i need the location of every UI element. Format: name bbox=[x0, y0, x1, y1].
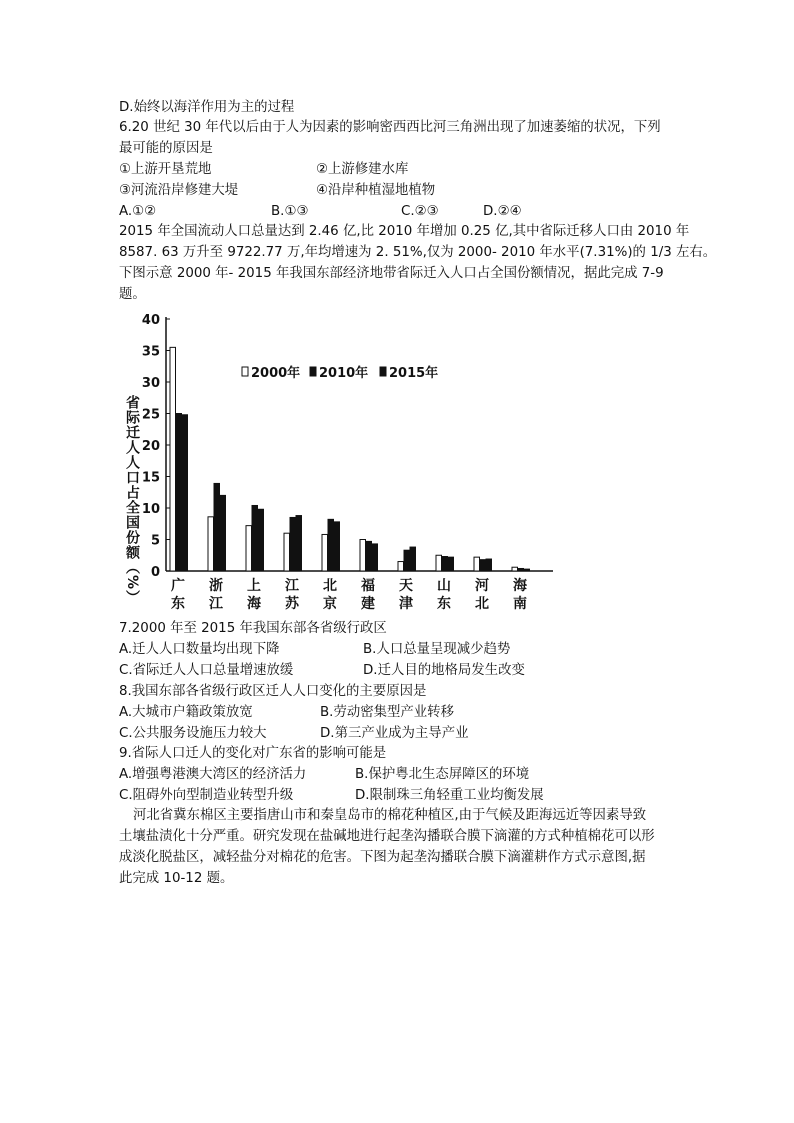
q6-stem-line-2: 最可能的原因是 bbox=[119, 141, 213, 156]
y-tick-label: 5 bbox=[150, 533, 160, 549]
bar-2-8 bbox=[486, 559, 492, 571]
bar-0-0 bbox=[170, 347, 176, 571]
bar-1-2 bbox=[252, 505, 258, 571]
q7-stem: 7.2000 年至 2015 年我国东部各省级行政区 bbox=[119, 621, 387, 636]
bar-2-2 bbox=[258, 509, 264, 571]
q8-stem: 8.我国东部各省级行政区迁人人口变化的主要原因是 bbox=[119, 684, 427, 699]
q8-option-a: A.大城市户籍政策放宽 bbox=[119, 705, 253, 720]
bar-1-3 bbox=[290, 517, 296, 571]
legend-label-0: 2000年 bbox=[251, 366, 301, 381]
category-label-char: 福 bbox=[361, 578, 375, 594]
q5-option-d: D.始终以海洋作用为主的过程 bbox=[119, 100, 295, 115]
legend-swatch-1 bbox=[310, 367, 316, 376]
q6-option-c: C.②③ bbox=[401, 204, 439, 219]
bar-0-3 bbox=[284, 533, 290, 571]
bar-2-5 bbox=[372, 544, 378, 571]
bar-0-1 bbox=[208, 517, 214, 571]
bar-1-9 bbox=[518, 568, 524, 571]
category-label-char: 北 bbox=[323, 578, 337, 594]
q6-item-2: ②上游修建水库 bbox=[316, 162, 409, 177]
q6-item-4: ④沿岸种植湿地植物 bbox=[316, 183, 436, 198]
y-tick-label: 0 bbox=[150, 565, 160, 580]
category-label-char: 津 bbox=[399, 596, 413, 610]
category-label-char: 苏 bbox=[285, 596, 299, 610]
bar-2-1 bbox=[220, 495, 226, 571]
bar-0-8 bbox=[474, 557, 480, 571]
category-label-char: 东 bbox=[171, 596, 185, 610]
category-label-char: 上 bbox=[247, 578, 261, 594]
q7-option-a: A.迁人人口数量均出现下降 bbox=[119, 642, 280, 657]
q9-stem: 9.省际人口迁人的变化对广东省的影响可能是 bbox=[119, 746, 387, 761]
bar-2-9 bbox=[524, 569, 530, 571]
q6-option-b: B.①③ bbox=[271, 204, 309, 219]
q6-item-3: ③河流沿岸修建大堤 bbox=[119, 183, 239, 198]
bar-0-5 bbox=[360, 540, 366, 572]
category-label-char: 建 bbox=[361, 596, 375, 610]
passage1-line-3: 下图示意 2000 年- 2015 年我国东部经济地带省际迁入人口占全国份额情况，据此完成 7-9 bbox=[119, 266, 664, 281]
q8-option-d: D.第三产业成为主导产业 bbox=[320, 726, 469, 741]
legend-swatch-2 bbox=[380, 367, 386, 376]
legend-label-1: 2010年 bbox=[319, 366, 369, 381]
bar-2-7 bbox=[448, 557, 454, 571]
bar-1-6 bbox=[404, 550, 410, 571]
q7-option-c: C.省际迁人人口总量增速放缓 bbox=[119, 663, 294, 678]
y-tick-label: 40 bbox=[141, 313, 160, 328]
q9-option-d: D.限制珠三角轻重工业均衡发展 bbox=[355, 788, 544, 803]
category-label-char: 东 bbox=[437, 596, 451, 610]
q8-option-b: B.劳动密集型产业转移 bbox=[320, 705, 454, 720]
passage2-line-4: 此完成 10-12 题。 bbox=[119, 871, 234, 886]
q8-option-c: C.公共服务设施压力较大 bbox=[119, 726, 267, 741]
y-tick-label: 25 bbox=[141, 407, 160, 423]
legend-swatch-0 bbox=[242, 367, 248, 376]
y-axis-label: 省际迁人人口占全国份额（%） bbox=[124, 395, 140, 606]
category-label-char: 山 bbox=[437, 578, 451, 594]
bar-2-4 bbox=[334, 522, 340, 571]
passage2-line-2: 土壤盐渍化十分严重。研究发现在盐碱地进行起垄沟播联合膜下滴灌的方式种植棉花可以形 bbox=[119, 829, 655, 844]
bar-1-8 bbox=[480, 560, 486, 571]
q6-option-a: A.①② bbox=[119, 204, 157, 219]
bar-2-0 bbox=[182, 415, 188, 571]
passage1-line-4: 题。 bbox=[119, 287, 146, 302]
bar-1-0 bbox=[176, 414, 182, 572]
category-label-char: 海 bbox=[513, 578, 527, 594]
chart-axes bbox=[142, 313, 553, 580]
q9-option-a: A.增强粤港澳大湾区的经济活力 bbox=[119, 767, 307, 782]
category-label-char: 河 bbox=[475, 578, 489, 594]
category-label-char: 京 bbox=[323, 596, 337, 610]
chart-legend bbox=[242, 365, 438, 381]
legend-label-2: 2015年 bbox=[389, 366, 439, 381]
y-tick-label: 20 bbox=[141, 439, 160, 454]
passage2-line-1: 河北省冀东棉区主要指唐山市和秦皇岛市的棉花种植区,由于气候及距海远近等因素导致 bbox=[133, 808, 647, 823]
category-label-char: 广 bbox=[171, 578, 185, 594]
bar-2-3 bbox=[296, 516, 302, 571]
category-label-char: 江 bbox=[285, 578, 299, 594]
category-label-char: 浙 bbox=[209, 578, 223, 594]
bar-0-4 bbox=[322, 534, 328, 571]
category-label-char: 海 bbox=[247, 596, 261, 610]
q7-option-b: B.人口总量呈现减少趋势 bbox=[363, 642, 511, 657]
bar-0-7 bbox=[436, 555, 442, 571]
passage1-line-1: 2015 年全国流动人口总量达到 2.46 亿,比 2010 年增加 0.25 亿,其中省际迁移人口由 2010 年 bbox=[119, 224, 690, 239]
q7-option-d: D.迁人目的地格局发生改变 bbox=[363, 663, 525, 678]
category-label-char: 北 bbox=[475, 596, 489, 610]
bar-1-7 bbox=[442, 557, 448, 571]
category-label-char: 南 bbox=[513, 596, 527, 610]
category-label-char: 天 bbox=[399, 578, 413, 594]
passage2-line-3: 成淡化脱盐区，减轻盐分对棉花的危害。下图为起垄沟播联合膜下滴灌耕作方式示意图,据 bbox=[119, 850, 646, 865]
bar-1-5 bbox=[366, 541, 372, 571]
category-label-char: 江 bbox=[209, 596, 223, 610]
q6-item-1: ①上游开垦荒地 bbox=[119, 162, 212, 177]
q6-stem-line-1: 6.20 世纪 30 年代以后由于人为因素的影响密西西比河三角洲出现了加速萎缩的状况，下列 bbox=[119, 120, 661, 135]
passage1-line-2: 8587. 63 万升至 9722.77 万,年均增速为 2. 51%,仅为 2000- 2010 年水平(7.31%)的 1/3 左右。 bbox=[119, 245, 717, 260]
y-tick-label: 30 bbox=[141, 376, 160, 391]
bar-0-9 bbox=[512, 567, 518, 571]
migration-share-bar-chart bbox=[118, 305, 568, 610]
q9-option-b: B.保护粤北生态屏障区的环境 bbox=[355, 767, 530, 782]
bar-1-1 bbox=[214, 483, 220, 571]
y-tick-label: 10 bbox=[141, 502, 160, 517]
y-tick-label: 35 bbox=[141, 344, 160, 360]
q6-option-d: D.②④ bbox=[483, 204, 522, 219]
bar-1-4 bbox=[328, 519, 334, 571]
bar-0-6 bbox=[398, 562, 404, 571]
bar-2-6 bbox=[410, 547, 416, 571]
q9-option-c: C.阻碍外向型制造业转型升级 bbox=[119, 788, 294, 803]
y-tick-label: 15 bbox=[141, 470, 160, 486]
bar-0-2 bbox=[246, 526, 252, 571]
